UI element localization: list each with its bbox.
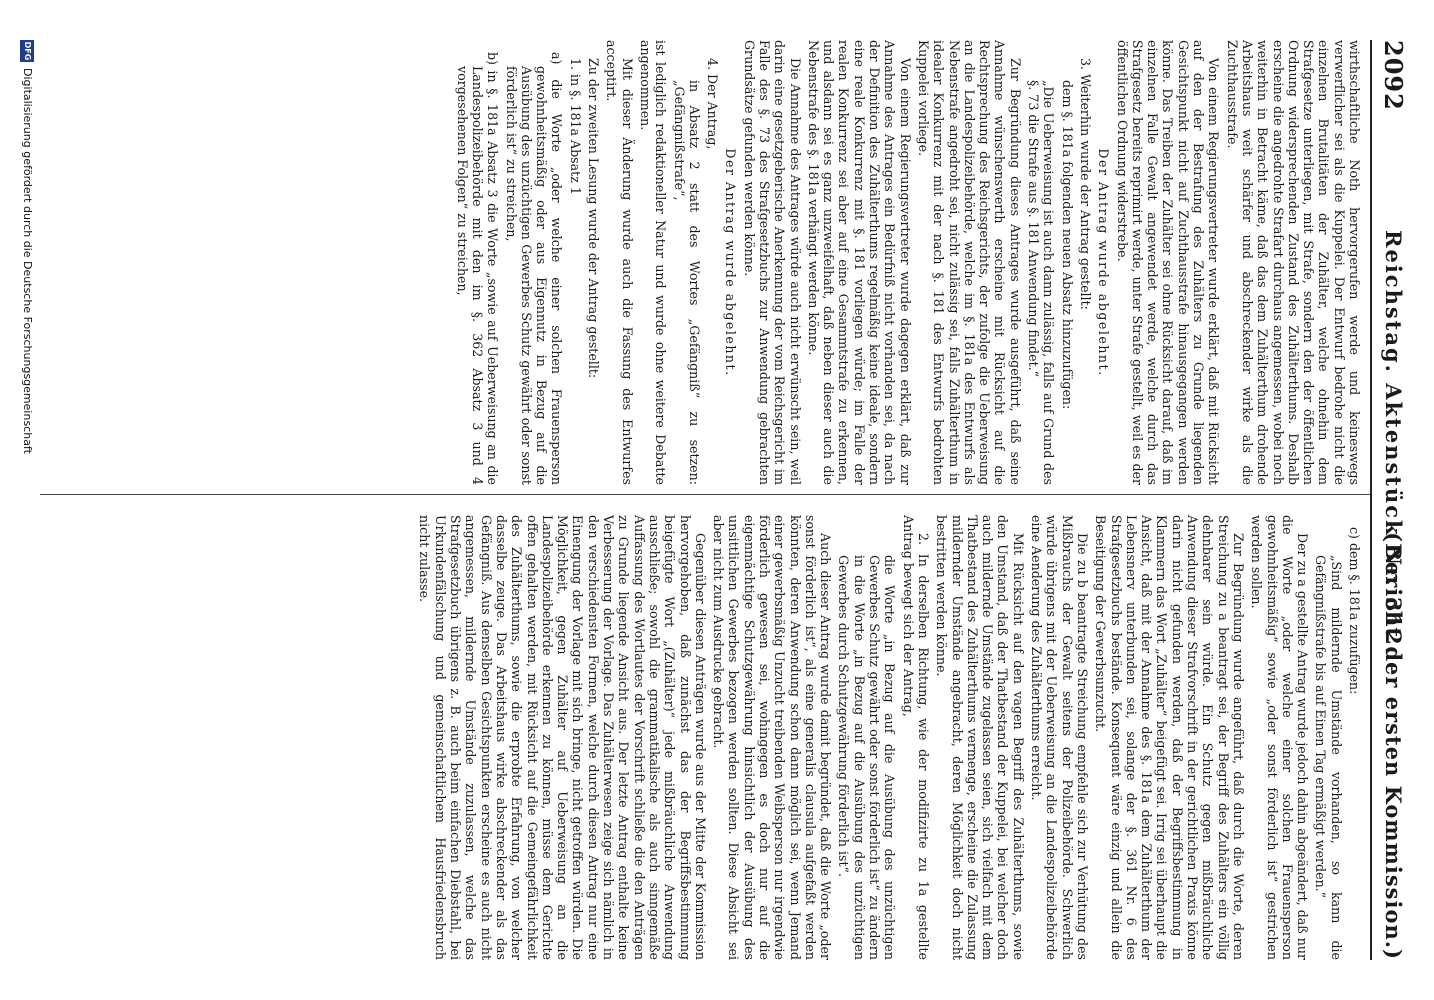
paragraph: 2. In derselben Richtung, wie der modifizirte zu 1a gestellte Antrag bewegt sich der Antrag, (900, 515, 931, 960)
paragraph: a) die Worte „oder welche einer solchen Frauensperson gewohnheitsmäßig oder aus Eigennutz in Bezug auf die Ausübung des unzüchtigen Gewerbes Schutz gewährt oder sonst förderlich ist“ zu streichen, (503, 52, 565, 485)
paragraph: Der Antrag wurde abgelehnt. (1096, 148, 1112, 377)
right-column (414, 515, 1362, 960)
paragraph: Mit Rücksicht auf den vagen Begriff des Zuhälterthums, sowie den Umstand, daß der Thatbestand der Kuppelei, bei welcher doch auch mildernde Umstände zugelassen seien, sich vielfach mit dem Thatbestand des Zuhälterthums vermenge, erscheine die Zulassung mildernder Umstände angebracht, deren Möglichkeit doch nicht bestritten werden könne. (934, 515, 1026, 960)
paragraph: Von einem Regierungsvertreter wurde erklärt, daß mit Rücksicht auf den der Bestrafung des Zuhälters zu Grunde liegenden Gesichtspunkt nicht auf Zuchthausstrafe hinausgegangen werden könne. Das Treiben der Zuhälter sei ohne Rücksicht darauf, daß im einzelnen Falle Gewalt angewendet werde, welche durch das Strafgesetz bereits reprimirt werde, unter Strafe gestellt, weil es der öffentlichen Ordnung widerstrebe. (1114, 40, 1222, 485)
paragraph: b) in §. 181a Absatz 3 die Worte „sowie auf Ueberweisung an die Landespolizeibehörde mit den im §. 362 Absatz 3 und 4 vorgesehenen Folgen“ zu streichen, (454, 52, 501, 485)
paragraph: Die Annahme des Antrages würde auch nicht erwünscht sein, weil darin eine gesetzgeberische Anerkennung der vom Reichsgericht im Falle des §. 73 des Strafgesetzbuchs zur Anwendung gebrachten Grundsätze gefunden werden könne. (741, 40, 803, 485)
paragraph: dem §. 181a folgenden neuen Absatz hinzuzufügen: (1059, 80, 1075, 410)
paragraph: Auch dieser Antrag wurde damit begründet, daß die Worte „oder sonst förderlich ist“, als eine generalis clausula aufgefaßt werden könnten, deren Anwendung schon dann möglich sei, wenn Jemand einer gewerbsmäßig Unzucht treibenden Weibsperson nur irgendwie förderlich gewesen sei, wohingegen es doch nur auf die eigenmächtige Schutzgewährung hinsichtlich der Ausübung des unsittlichen Gewerbes bezogen werden sollten. Diese Absicht sei aber nicht zum Ausdrucke gebracht. (711, 515, 834, 960)
left-column (451, 40, 1362, 485)
page-number: 2092 (1379, 40, 1408, 111)
paragraph: Zur Begründung wurde angeführt, daß durch die Worte, deren Streichung zu a beantragt sei, der Begriff des Zuhälters ein völlig dehnbarer sein würde. Ein Schutz gegen mißbräuchliche Anwendung dieser Strafvorschrift in der gerichtlichen Praxis könne darin nicht gefunden werden, daß der Begriffsbestimmung in Klammern das Wort „Zuhälter“ beigefügt sei. Irrig sei überhaupt die Ansicht, daß mit der Annahme des §. 181a dem Zuhälterthum der Lebensnerv unterbunden sei, solange der §. 361 Nr. 6 des Strafgesetzbuchs bestände. Konsequent wäre einzig und allein die Beseitigung der Gewerbsunzucht. (1093, 515, 1246, 960)
paragraph: 1. in §. 181a Absatz 1 (567, 58, 583, 195)
paragraph: Mit dieser Änderung wurde auch die Fassung des Entwurfes acceptirt. (604, 40, 635, 485)
paragraph: Der zu a gestellte Antrag wurde jedoch dahin abgeändert, daß nur die Worte „oder welche einer solchen Frauensperson gewohnheitsmäßig“ sowie „oder sonst förderlich ist“ gestrichen werden sollen. (1249, 515, 1311, 960)
paragraph: 4. Der Antrag, (705, 58, 721, 150)
paragraph: Von einem Regierungsvertreter wurde dagegen erklärt, daß zur Annahme des Antrages ein Bedürfniß nicht vorhanden sei, da nach der Definition des Zuhälterthums regelmäßig keine ideale, sondern eine reale Konkurrenz mit §. 181 vorliegen würde; im Falle der realen Konkurrenz sei aber auf eine Gesammtstrafe zu erkennen, und alsdann sei es ganz unzweifelhaft, daß neben dieser auch die Nebenstrafe des §. 181a verhängt werden könne. (805, 40, 913, 485)
dfg-logo: DFG (20, 40, 34, 62)
paragraph: c) dem §. 181a zuzufügen: (1347, 527, 1362, 695)
page-title: Reichstag. Aktenstück Nr. 312. (1381, 230, 1406, 656)
paragraph: „Sind mildernde Umstände vorhanden, so kann die Gefängnißstrafe bis auf Einen Tag ermäßigt werden.“ (1313, 555, 1344, 960)
paragraph: ist lediglich redaktioneller Natur und wurde ohne weitere Debatte angenommen. (637, 40, 669, 485)
paragraph: 3. Weiterhin wurde der Antrag gestellt: (1077, 58, 1093, 310)
digitization-credit (10, 40, 34, 960)
paragraph: Die zu b beantragte Streichung empfehle sich zur Verhütung des Mißbrauchs der Gewalt seitens der Polizeibehörde. Schwerlich würde übrigens mit der Ueberweisung an die Landespolizeibehörde eine Aenderung des Zuhälterthums erreicht. (1029, 515, 1090, 960)
page-header (1374, 40, 1414, 960)
header-rule (1370, 40, 1372, 960)
page-subtitle: (Bericht der ersten Kommission.) (1381, 532, 1406, 960)
paragraph: Zu der zweiten Lesung wurde der Antrag gestellt: (586, 58, 602, 379)
paragraph: Der Antrag wurde abgelehnt. (723, 148, 739, 377)
credit-text: Digitalisierung gefördert durch die Deutsche Forschungsgemeinschaft (21, 68, 34, 454)
paragraph: wirthschaftliche Noth hervorgerufen werde und keineswegs verwerflicher sei als die Kuppelei. Der Entwurf bedrohe nicht die einzelnen Brutalitäten der Zuhälter, welche ohnehin dem Strafgesetze unterliegen, mit Strafe, sondern den der öffentlichen Ordnung widersprechenden Zustand des Zuhälterthums. Deshalb erscheine die angedrohte Strafart durchaus angemessen, wobei noch weiterhin in Betracht käme, daß das dem Zuhälterthum drohende Arbeitshaus weit schärfer und abschreckender wirke als die Zuchthausstrafe. (1224, 40, 1362, 485)
paragraph: „Die Ueberweisung ist auch dann zulässig, falls auf Grund des §. 73 die Strafe aus §. 181 Anwendung findet.“ (1026, 80, 1057, 485)
paragraph: Zur Begründung dieses Antrages wurde ausgeführt, daß seine Annahme wünschenswerth erscheine mit Rücksicht auf die Rechtsprechung des Reichsgerichts, der zufolge die Ueberweisung an die Landespolizeibehörde, welche im §. 181a des Entwurfs als Nebenstrafe angedroht sei, nicht zulässig sei, falls Zuhälterthum in idealer Konkurrenz mit der nach §. 181 des Entwurfs bedrohten Kuppelei vorliege. (915, 40, 1023, 485)
column-divider (40, 494, 1370, 495)
paragraph: die Worte „in Bezug auf die Ausübung des unzüchtigen Gewerbes Schutz gewährt oder sonst förderlich ist“ zu ändern in die Worte „in Bezug auf die Ausübung des unzüchtigen Gewerbes durch Schutzgewährung förderlich ist“. (836, 555, 898, 960)
paragraph: Gegenüber diesen Anträgen wurde aus der Mitte der Kommission hervorgehoben, daß zunächst das der Begriffsbestimmung beigefügte Wort „(Zuhälter)“ jede mißbräuchliche Anwendung ausschließe; sowohl die grammatikalische als auch sinngemäße Auffassung des Wortlautes der Vorschrift schließe die den Anträgen zu Grunde liegende Ansicht aus. Der letzte Antrag enthalte keine Verbesserung der Vorlage. Das Zuhälterwesen zeige sich nämlich in den verschiedensten Formen, welche durch diesen Antrag nur eine Einengung der Vorlage mit sich bringe, nicht getroffen würden. Die Möglichkeit, gegen Zuhälter auf Ueberweisung an die Landespolizeibehörde erkennen zu können, müsse dem Gerichte offen gehalten werden, mit Rücksicht auf die Gemeingefährlichkeit des Zuhälterthums, sowie die erprobte Erfahrung, von welcher dasselbe zeuge. Das Arbeitshaus wirke abschreckender als das Gefängniß. Aus denselben Gesichtspunkten erscheine es auch nicht angemessen, mildernde Umstände zuzulassen, welche das Strafgesetzbuch übrigens z. B. auch beim einfachen Diebstahl, bei Urkundenfälschung und gemeinschaftlichem Hausfriedensbruch nicht zulasse. (417, 515, 708, 960)
paragraph: in Absatz 2 statt des Wortes „Gefängniß“ zu setzen: „Gefängnißstrafe“, (671, 80, 702, 485)
